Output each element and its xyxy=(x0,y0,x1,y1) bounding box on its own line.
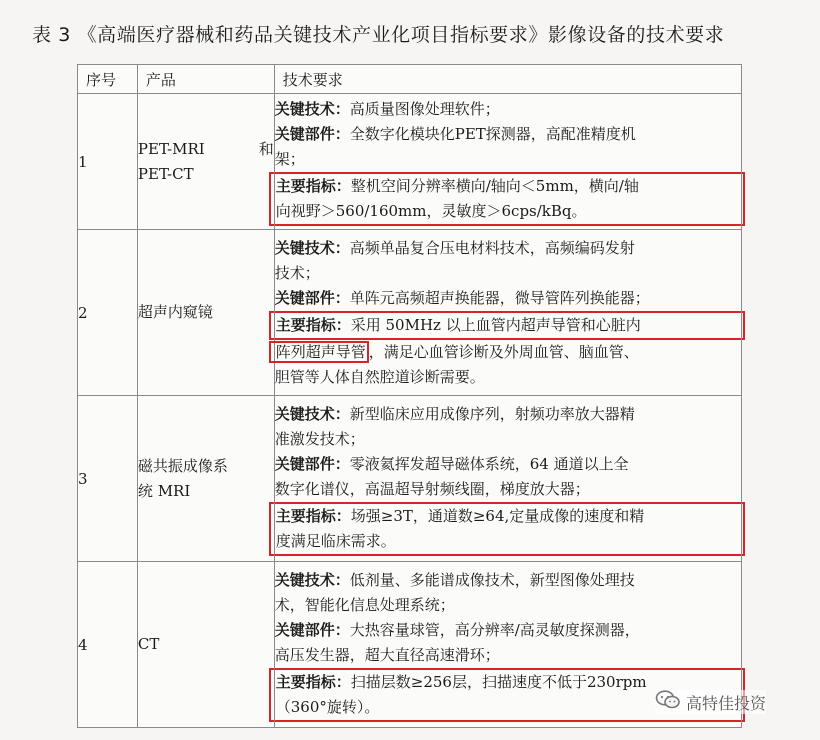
key-tech-text: 高质量图像处理软件； xyxy=(349,100,500,118)
table-row xyxy=(78,562,742,728)
product-name: 统 MRI xyxy=(137,481,191,500)
product-conjunction: 和 xyxy=(258,139,274,158)
header-num: 序号 xyxy=(78,65,138,94)
key-tech-label: 关键技术： xyxy=(274,570,350,589)
indicator-highlight-box xyxy=(269,311,745,340)
key-parts-text: 大热容量球管，高分辨率/高灵敏度探测器， xyxy=(349,620,640,639)
indicator-text: 场强≥3T，通道数≥64,定量成像的速度和精 xyxy=(350,506,645,525)
key-parts-text: 单阵元高频超声换能器，微导管阵列换能器； xyxy=(349,288,650,307)
key-tech-text: 新型临床应用成像序列，射频功率放大器精 xyxy=(349,404,635,423)
indicator-label: 主要指标： xyxy=(275,177,351,195)
key-tech-text: 技术； xyxy=(274,263,320,282)
key-tech-label: 关键技术： xyxy=(274,238,350,257)
spec-table xyxy=(77,64,742,728)
row-requirement xyxy=(274,396,741,562)
key-tech-text: 高频单晶复合压电材料技术，高频编码发射 xyxy=(349,238,635,257)
table-row xyxy=(78,230,742,396)
key-parts-text: 零液氦挥发超导磁体系统，64 通道以上全 xyxy=(349,454,629,473)
indicator-text: （360°旋转）。 xyxy=(275,697,380,716)
row-requirement xyxy=(274,94,741,230)
indicator-label: 主要指标： xyxy=(275,506,351,525)
key-parts-text: 数字化谱仪，高温超导射频线圈，梯度放大器； xyxy=(274,479,590,498)
key-tech-label: 关键技术： xyxy=(274,404,350,423)
row-num: 3 xyxy=(78,396,138,562)
header-product: 产品 xyxy=(137,65,274,94)
row-num: 2 xyxy=(78,230,138,396)
row-num: 1 xyxy=(78,94,138,230)
key-tech-text: 准激发技术； xyxy=(274,429,365,448)
indicator-label: 主要指标： xyxy=(275,672,351,691)
header-row xyxy=(78,65,742,94)
row-num: 4 xyxy=(78,562,138,728)
header-requirement: 技术要求 xyxy=(274,65,741,94)
key-parts-label: 关键部件： xyxy=(274,620,350,639)
indicator-text: 采用 50MHz 以上血管内超声导管和心脏内 xyxy=(350,315,641,334)
indicator-text: 向视野＞560/160mm，灵敏度＞6cps/kBq。 xyxy=(275,202,587,220)
row-product: 超声内窥镜 xyxy=(137,230,274,396)
indicator-text: ，满足心血管诊断及外周血管、脑血管、 xyxy=(368,342,639,361)
product-name: 磁共振成像系 xyxy=(137,456,228,475)
wechat-icon xyxy=(655,690,686,714)
watermark-text: 高特佳投资 xyxy=(686,693,767,713)
row-product xyxy=(137,396,274,562)
indicator-text: 度满足临床需求。 xyxy=(275,531,396,550)
key-tech-text: 术，智能化信息处理系统； xyxy=(274,595,455,614)
indicator-text: 整机空间分辨率横向/轴向＜5mm，横向/轴 xyxy=(350,177,639,195)
row-product: CT xyxy=(137,562,274,728)
key-parts-label: 关键部件： xyxy=(274,125,350,143)
table-row xyxy=(78,94,742,230)
indicator-highlight-box xyxy=(269,502,745,556)
indicator-text: 扫描层数≥256层，扫描速度不低于230rpm xyxy=(350,672,647,691)
indicator-highlight-inline: 阵列超声导管 xyxy=(269,341,369,363)
key-parts-text: 架； xyxy=(274,150,305,168)
table-caption: 表 3 《高端医疗器械和药品关键技术产业化项目指标要求》影像设备的技术要求 xyxy=(32,24,725,46)
key-parts-text: 高压发生器，超大直径高速滑环； xyxy=(274,645,500,664)
key-parts-text: 全数字化模块化PET探测器，高配准精度机 xyxy=(349,125,636,143)
table-row xyxy=(78,396,742,562)
product-name: PET-MRI xyxy=(137,139,205,158)
row-requirement xyxy=(274,230,741,396)
watermark xyxy=(655,690,766,714)
indicator-text: 胆管等人体自然腔道诊断需要。 xyxy=(274,367,485,386)
key-parts-label: 关键部件： xyxy=(274,454,350,473)
indicator-highlight-box xyxy=(269,172,745,226)
key-parts-label: 关键部件： xyxy=(274,288,350,307)
row-product xyxy=(137,94,274,230)
product-name: PET-CT xyxy=(137,164,194,183)
key-tech-text: 低剂量、多能谱成像技术，新型图像处理技 xyxy=(349,570,635,589)
key-tech-label: 关键技术： xyxy=(274,100,350,118)
indicator-label: 主要指标： xyxy=(275,315,351,334)
